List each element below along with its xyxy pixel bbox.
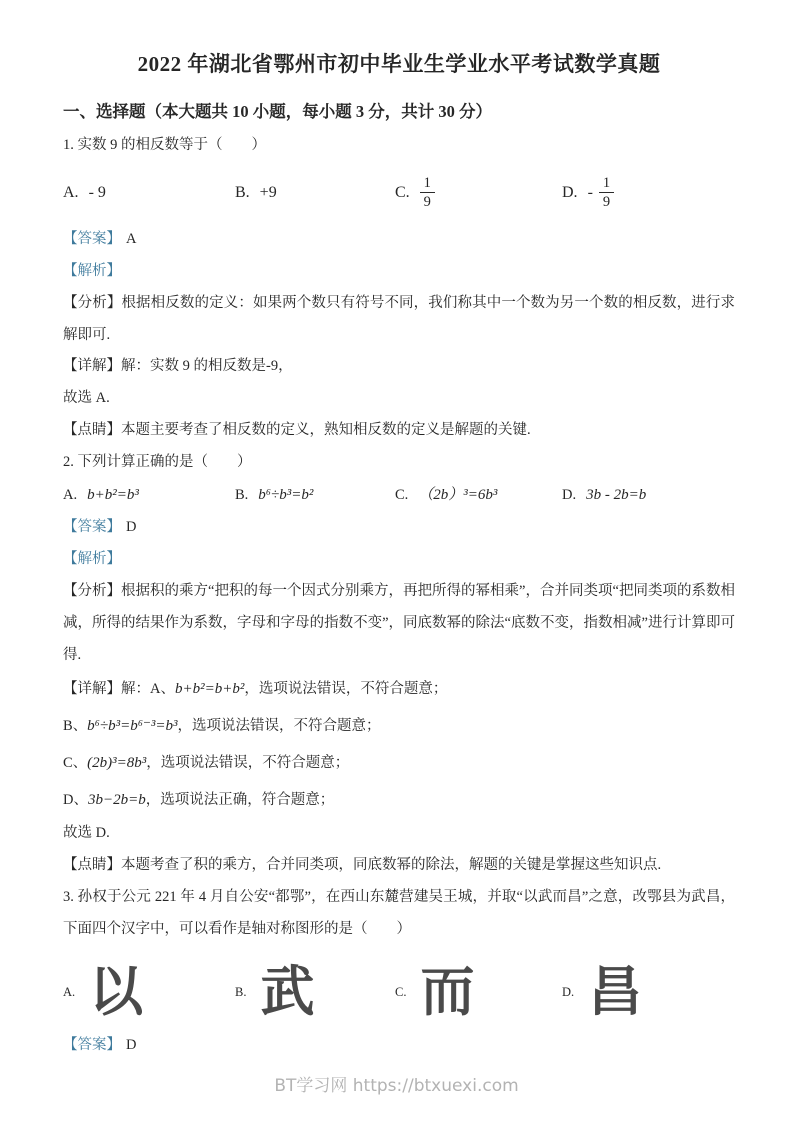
fraction: [599, 174, 614, 213]
q2-analysis: 【分析】根据积的乘方“把积的每一个因式分别乘方，再把所得的幂相乘”，合并同类项“把同类项的系数相减，所得的结果作为系数，字母和字母的指数不变”，同底数幂的除法“底数不变，指数相减”进行计算即可得.: [63, 582, 735, 663]
minus-sign: -: [587, 183, 593, 201]
detail-suffix: ，选项说法错误，不符合题意；: [244, 681, 448, 698]
option-label: C.: [395, 183, 410, 201]
option-label: A.: [63, 183, 79, 201]
detail-suffix: ，选项说法正确，符合题意；: [145, 791, 335, 808]
detail-suffix: ，选项说法错误，不符合题意；: [177, 718, 381, 735]
q3-stem: 3. 孙权于公元 221 年 4 月自公安“都鄂”，在西山东麓营建吴王城，并取“以武而昌”之意，改鄂县为武昌，下面四个汉字中，可以看作是轴对称图形的是（ ）: [63, 889, 735, 938]
q2-detail-a: [63, 671, 735, 708]
q2-note: 【点睛】本题考查了积的乘方，合并同类项，同底数幂的除法，解题的关键是掌握这些知识点.: [63, 857, 662, 874]
q2-answer-line: [63, 512, 735, 544]
option-formula: （2b）³=6b³: [418, 487, 498, 504]
option-label: B.: [235, 183, 250, 201]
fraction-denominator: 9: [599, 192, 614, 212]
section-heading: 一、选择题（本大题共 10 小题，每小题 3 分，共计 30 分）: [63, 102, 492, 121]
q1-conclusion: 故选 A.: [63, 390, 110, 407]
analysis-marker: 【解析】: [63, 262, 121, 279]
detail-formula: (2b)³=8b³: [87, 754, 147, 771]
q2-option-b: [235, 479, 395, 512]
q3-answer-value: D: [126, 1037, 137, 1054]
option-label: A.: [63, 984, 76, 999]
q3-option-a: [63, 961, 235, 1023]
detail-suffix: ，选项说法错误，不符合题意；: [146, 754, 350, 771]
analysis-marker: 【解析】: [63, 550, 121, 567]
watermark: BT学习网 https://btxuexi.com: [274, 1076, 519, 1096]
q1-option-a: [63, 184, 235, 202]
q2-detail-b: [63, 708, 735, 745]
q1-options-row: [63, 162, 735, 224]
answer-marker: 【答案】: [63, 1037, 121, 1054]
option-label: D.: [562, 183, 578, 201]
q3-answer-line: [63, 1030, 735, 1062]
q1-note: 【点睛】本题主要考查了相反数的定义，熟知相反数的定义是解题的关键.: [63, 422, 531, 439]
hanzi-glyph: 以: [89, 961, 144, 1022]
fraction-denominator: 9: [420, 192, 435, 212]
fraction: [420, 174, 435, 213]
doc-title: 2022 年湖北省鄂州市初中毕业生学业水平考试数学真题: [137, 52, 661, 76]
q1-answer-line: [63, 224, 735, 256]
option-formula: 3b - 2b=b: [586, 487, 647, 504]
detail-formula: b⁶÷b³=b⁶⁻³=b³: [87, 718, 178, 735]
hanzi-glyph: 昌: [588, 961, 643, 1022]
detail-prefix: B、: [63, 718, 88, 735]
q1-option-d: [562, 174, 735, 213]
option-label: B.: [235, 984, 247, 999]
q2-detail-c: [63, 745, 735, 782]
option-label: D.: [562, 984, 575, 999]
q3-option-d: [562, 961, 735, 1023]
option-label: C.: [395, 984, 407, 999]
q2-detail-d: [63, 782, 735, 819]
q2-option-d: [562, 479, 735, 512]
q1-option-c: [395, 174, 562, 213]
q2-stem: 2. 下列计算正确的是（ ）: [63, 454, 252, 471]
detail-prefix: D、: [63, 791, 88, 808]
option-formula: b+b²=b³: [87, 487, 139, 504]
option-value: +9: [259, 183, 277, 201]
q2-answer-value: D: [126, 519, 137, 536]
q3-option-c: [395, 961, 562, 1023]
q2-option-a: [63, 479, 235, 512]
q3-options-row: [63, 956, 735, 1028]
option-label: A.: [63, 486, 78, 503]
option-value: - 9: [88, 183, 106, 201]
q2-analysis-marker-line: [63, 544, 735, 576]
option-label: B.: [235, 486, 249, 503]
fraction-numerator: 1: [602, 174, 611, 191]
option-formula: b⁶÷b³=b²: [258, 487, 314, 504]
detail-formula: b+b²=b+b²: [174, 681, 245, 698]
q2-options-row: [63, 479, 735, 512]
fraction-numerator: 1: [423, 174, 431, 191]
hanzi-glyph: 武: [260, 961, 315, 1022]
q3-option-b: [235, 961, 395, 1023]
q2-option-c: [395, 479, 562, 512]
q1-answer-value: A: [126, 230, 137, 247]
detail-formula: 3b−2b=b: [87, 791, 146, 808]
q1-stem: 1. 实数 9 的相反数等于（ ）: [63, 137, 266, 153]
q1-detail: 【详解】解：实数 9 的相反数是-9，: [63, 358, 293, 375]
q1-option-b: [235, 184, 395, 202]
answer-marker: 【答案】: [63, 230, 121, 247]
q1-analysis: 【分析】根据相反数的定义：如果两个数只有符号不同，我们称其中一个数为另一个数的相反数，进行求解即可.: [63, 294, 735, 343]
q1-analysis-marker-line: [63, 256, 735, 288]
option-label: D.: [562, 486, 577, 503]
detail-prefix: 【详解】解：A、: [63, 681, 175, 698]
answer-marker: 【答案】: [63, 519, 121, 536]
detail-prefix: C、: [63, 754, 88, 771]
hanzi-glyph: 而: [420, 961, 475, 1022]
q2-conclusion: 故选 D.: [63, 825, 110, 842]
option-label: C.: [395, 486, 409, 503]
